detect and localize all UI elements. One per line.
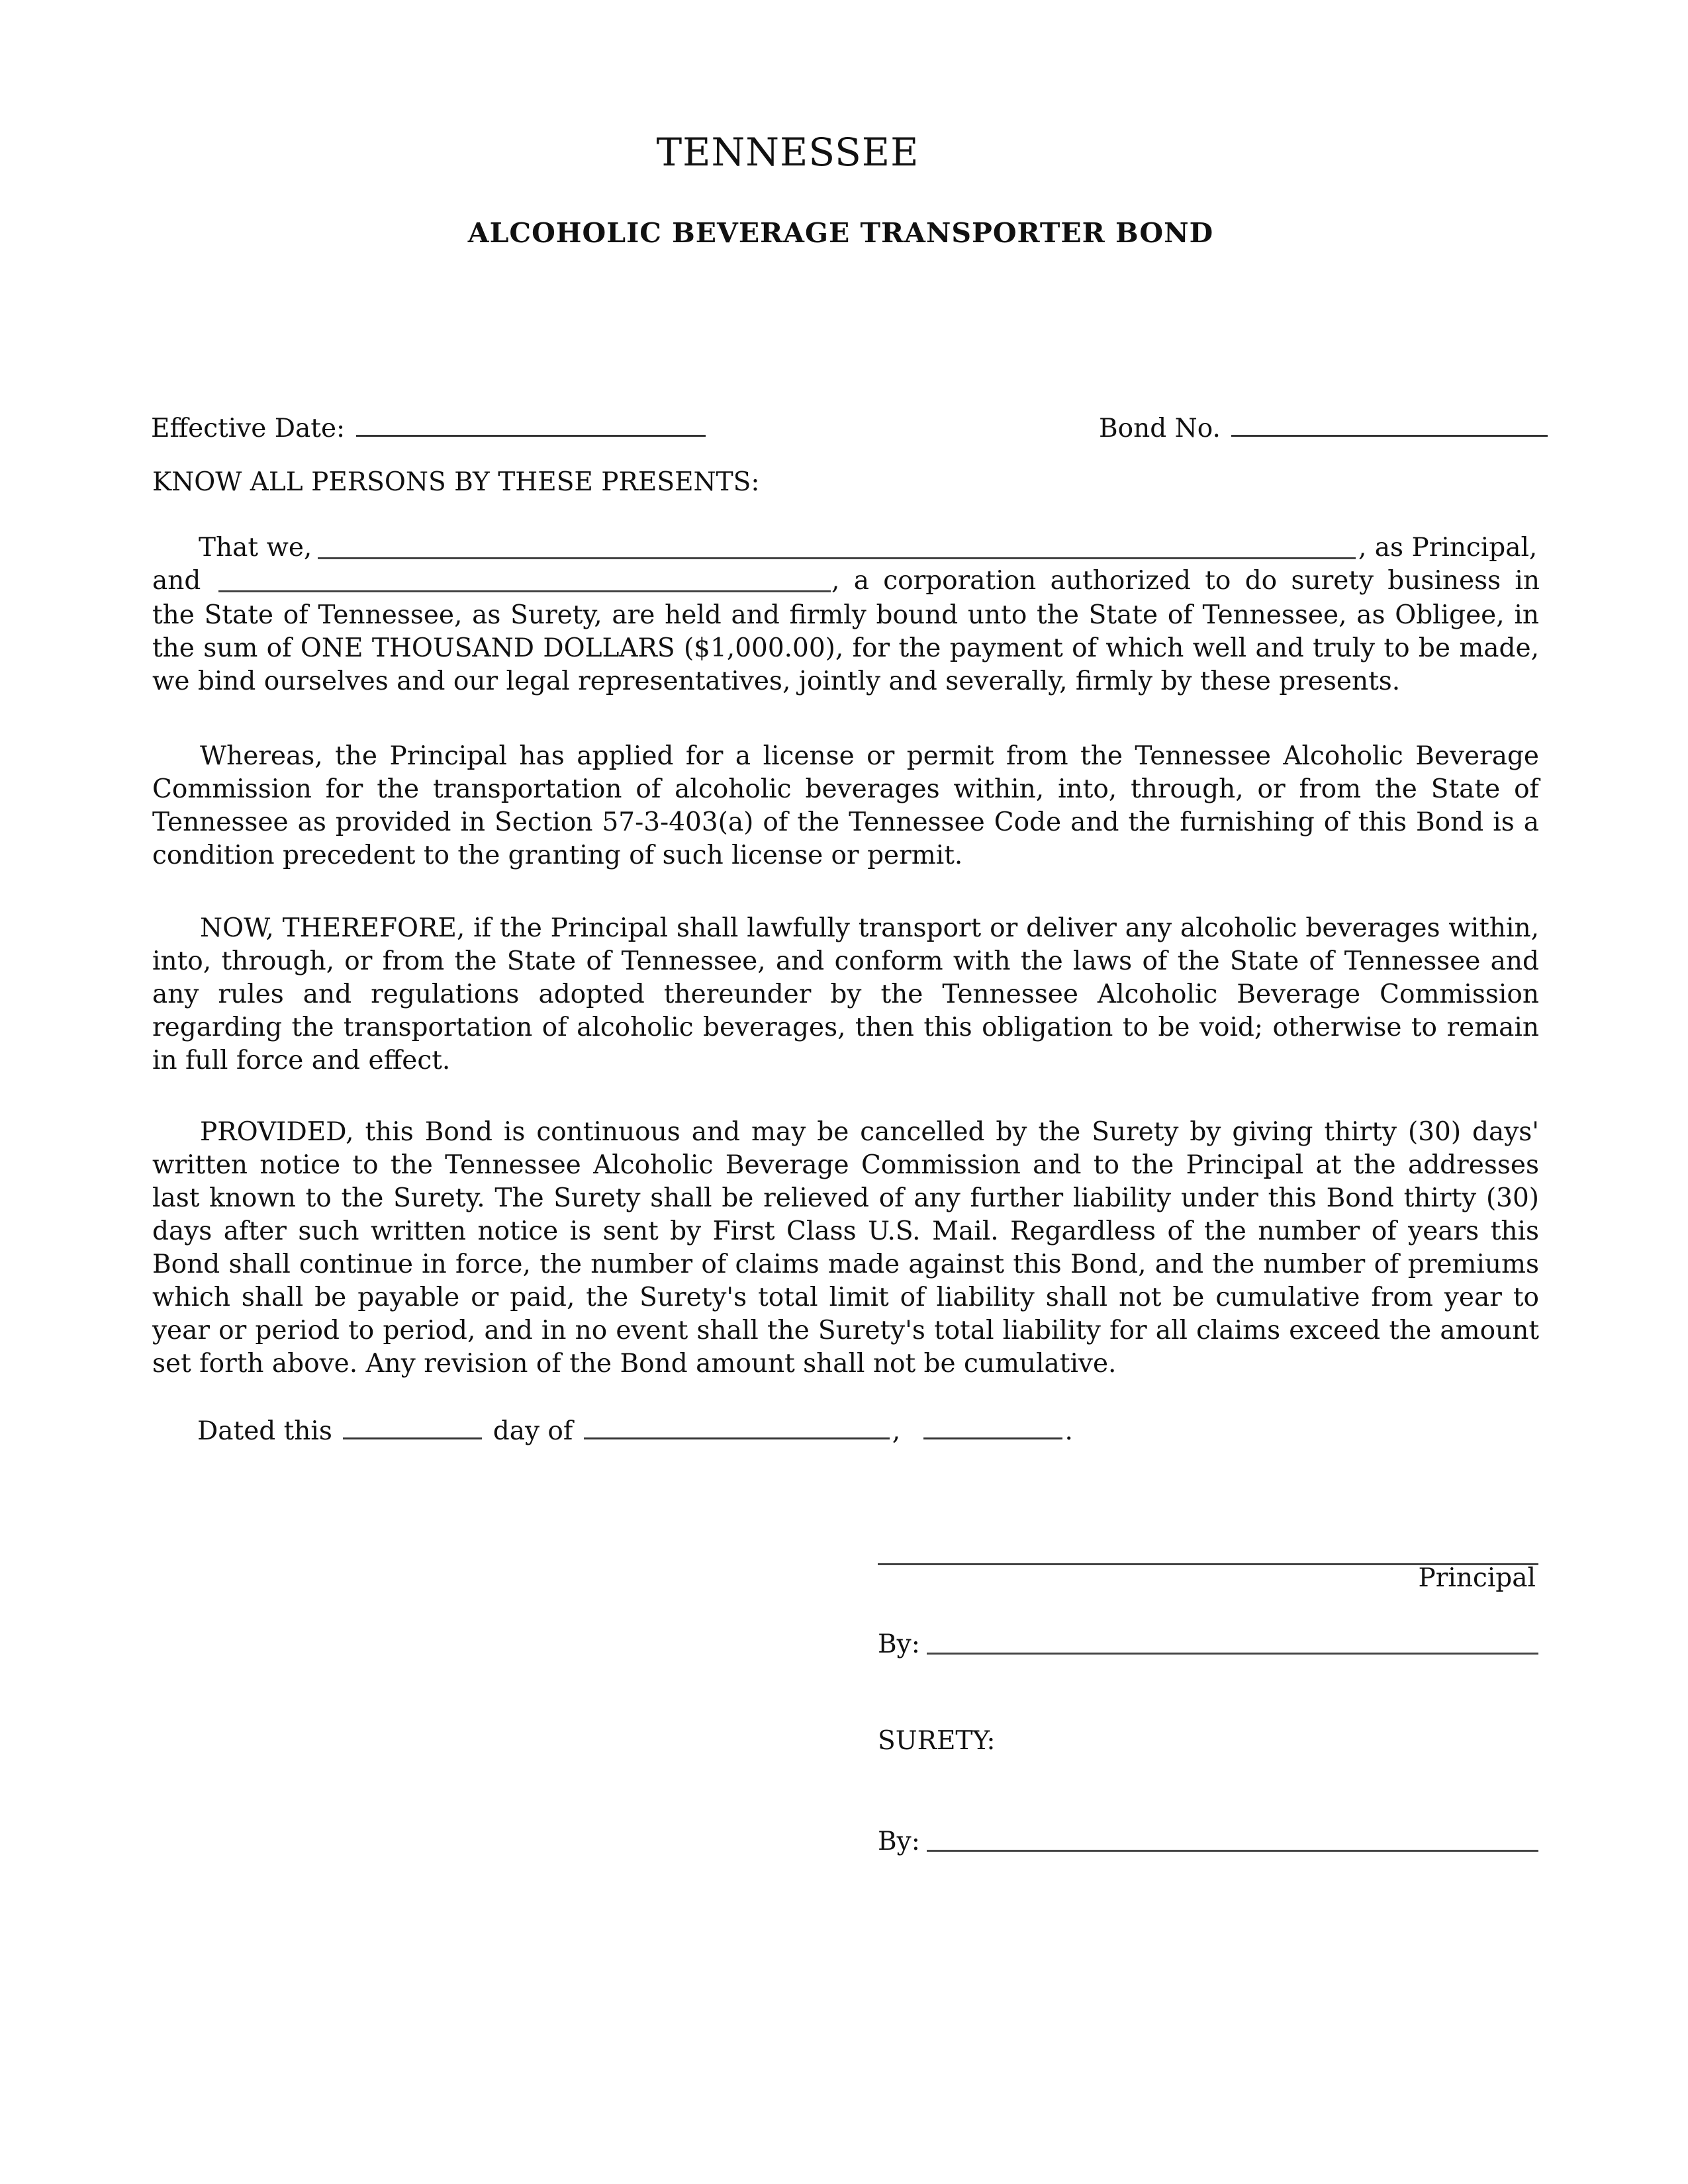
preamble: KNOW ALL PERSONS BY THESE PRESENTS: xyxy=(152,467,760,497)
that-we-label: That we, xyxy=(199,533,312,563)
paragraph-obligation xyxy=(152,599,1539,698)
whereas-text: Whereas, the Principal has applied for a license or permit from the Tennessee Alcoholic Beverage Commission for the transportation of alcoholic beverages within, into, through, or from the State of Tennessee as provided in Section 57-3-403(a) of the Tennessee Code and the furnishing of this Bond is a condition precedent to the granting of such license or permit. xyxy=(152,741,1539,870)
bond-number-label: Bond No. xyxy=(1099,414,1221,443)
surety-label: SURETY: xyxy=(878,1726,996,1756)
corporation-text: , a corporation authorized to do surety business in xyxy=(831,566,1540,596)
now-therefore-text: NOW, THEREFORE, if the Principal shall lawfully transport or deliver any alcoholic beverages within, into, through, or from the State of Tennessee, and conform with the laws of the State of Tennessee and any rules and regulations adopted thereunder by the Tennessee Alcoholic Beverage Commission regarding the transportation of alcoholic beverages, then this obligation to be void; otherwise to remain in full force and effect. xyxy=(152,913,1539,1075)
principal-by-signature-field[interactable] xyxy=(927,1653,1538,1655)
principal-label: Principal xyxy=(1418,1563,1536,1593)
paragraph-whereas xyxy=(152,740,1539,872)
surety-by-signature-field[interactable] xyxy=(927,1850,1538,1852)
day-field[interactable] xyxy=(343,1437,482,1439)
provided-text: PROVIDED, this Bond is continuous and may be cancelled by the Surety by giving thirty (30) days' written notice to the Tennessee Alcoholic Beverage Commission and to the Principal at the addresses last known to the Surety. The Surety shall be relieved of any further liability under this Bond thirty (30) days after such written notice is sent by First Class U.S. Mail. Regardless of the number of years this Bond shall continue in force, the number of claims made against this Bond, and the number of premiums which shall be payable or paid, the Surety's total limit of liability shall not be cumulative from year to year or period to period, and in no event shall the Surety's total liability for all claims exceed the amount set forth above. Any revision of the Bond amount shall not be cumulative. xyxy=(152,1117,1539,1379)
page-title: TENNESSEE xyxy=(656,130,919,175)
and-label: and xyxy=(152,566,201,596)
principal-name-field[interactable] xyxy=(318,557,1356,559)
principal-by-label: By: xyxy=(878,1629,920,1659)
bond-number-row xyxy=(1099,414,1550,443)
year-field[interactable] xyxy=(923,1437,1062,1439)
month-field[interactable] xyxy=(584,1437,890,1439)
comma: , xyxy=(892,1416,901,1446)
surety-by-label: By: xyxy=(878,1827,920,1856)
as-principal-label: , as Principal, xyxy=(1358,533,1538,563)
dated-this-label: Dated this xyxy=(197,1416,332,1446)
bond-number-field[interactable] xyxy=(1231,434,1548,437)
obligation-text: the State of Tennessee, as Surety, are held and firmly bound unto the State of Tennessee, as Obligee, in the sum of ONE THOUSAND DOLLARS ($1,000.00), for the payment of which well and truly to be made, we bind ourselves and our legal representatives, jointly and severally, firmly by these presents. xyxy=(152,600,1539,696)
effective-date-label: Effective Date: xyxy=(151,414,346,443)
dated-row xyxy=(197,1416,1073,1446)
paragraph-now-therefore xyxy=(152,912,1539,1077)
effective-date-field[interactable] xyxy=(356,434,706,437)
day-of-label: day of xyxy=(492,1416,573,1446)
document-subtitle: ALCOHOLIC BEVERAGE TRANSPORTER BOND xyxy=(467,217,1214,249)
effective-date-row xyxy=(151,414,708,443)
period: . xyxy=(1064,1416,1073,1446)
paragraph-provided xyxy=(152,1116,1539,1381)
surety-name-field[interactable] xyxy=(218,590,831,592)
